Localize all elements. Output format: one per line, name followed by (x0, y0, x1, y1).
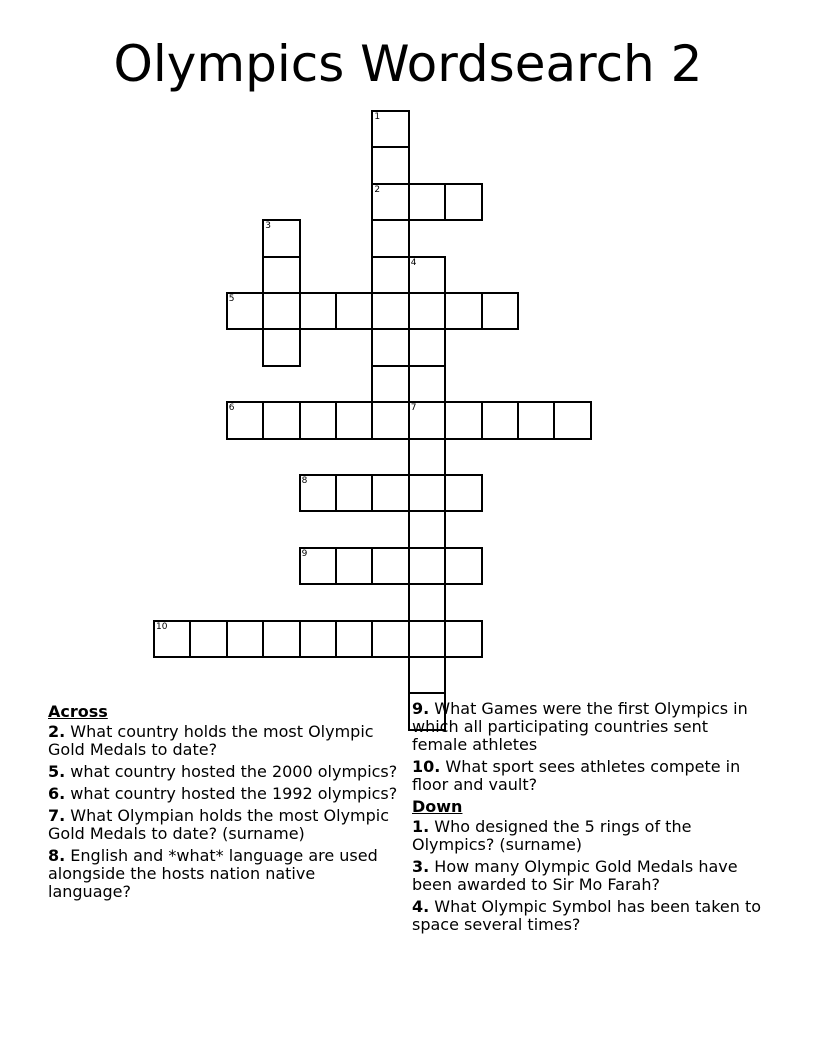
grid-cell[interactable] (408, 656, 446, 694)
grid-cell[interactable] (262, 401, 300, 439)
grid-cell[interactable] (371, 620, 409, 658)
grid-cell[interactable] (444, 292, 482, 330)
grid-cell[interactable] (444, 547, 482, 585)
grid-cell[interactable] (371, 146, 409, 184)
clue-number-label: 3 (265, 221, 271, 232)
grid-cell[interactable] (335, 620, 373, 658)
grid-cell[interactable] (299, 474, 337, 512)
clue-across-8 (48, 847, 398, 901)
grid-cell[interactable] (371, 328, 409, 366)
clue-text: English and *what* language are used alongside the hosts nation native language? (48, 846, 378, 901)
clue-number-label: 2 (374, 184, 381, 195)
grid-cell[interactable] (408, 620, 446, 658)
clue-number-label: 1 (374, 112, 381, 122)
grid-cell[interactable] (299, 620, 337, 658)
clues-left-column (48, 700, 398, 905)
grid-cell[interactable] (444, 401, 482, 439)
clue-number-label: 6 (228, 403, 235, 414)
clue-text: what country hosted the 1992 olympics? (65, 784, 398, 803)
grid-cell[interactable] (262, 620, 300, 658)
clue-number-label: 5 (228, 294, 235, 304)
grid-cell[interactable] (408, 474, 446, 512)
clue-number: 6. (48, 784, 66, 803)
clue-text: what country hosted the 2000 olympics? (65, 762, 398, 781)
grid-cell[interactable] (408, 183, 446, 221)
grid-cell[interactable] (408, 583, 446, 621)
grid-cell[interactable] (481, 401, 519, 439)
grid-cell[interactable] (262, 256, 300, 294)
grid-cell[interactable] (262, 328, 300, 366)
grid-cell[interactable] (371, 401, 409, 439)
grid-cell[interactable] (408, 438, 446, 476)
grid-cell[interactable] (517, 401, 555, 439)
grid-cell[interactable] (189, 620, 227, 658)
grid-cell[interactable] (299, 401, 337, 439)
grid-cell[interactable] (371, 292, 409, 330)
grid-cell[interactable] (408, 401, 446, 439)
grid-cell[interactable] (371, 547, 409, 585)
grid-cell[interactable] (335, 292, 373, 330)
clue-number: 7. (48, 806, 66, 825)
clue-number: 2. (48, 722, 66, 741)
grid-cell[interactable] (444, 474, 482, 512)
grid-cell[interactable] (481, 292, 519, 330)
clue-text: What Olympic Symbol has been taken to space several times? (412, 897, 762, 934)
grid-cell[interactable] (335, 401, 373, 439)
page-title: Olympics Wordsearch 2 (113, 35, 703, 93)
grid-cell[interactable] (335, 474, 373, 512)
grid-cell[interactable] (262, 219, 300, 257)
grid-cell[interactable] (299, 292, 337, 330)
grid-cell[interactable] (553, 401, 591, 439)
clue-across-5 (48, 763, 398, 781)
grid-cell[interactable] (371, 474, 409, 512)
grid-cell[interactable] (371, 256, 409, 294)
clue-number: 5. (48, 762, 66, 781)
grid-cell[interactable] (408, 256, 446, 294)
grid-cell[interactable] (408, 292, 446, 330)
clue-number-label: 4 (410, 257, 417, 268)
across-heading: Across (48, 702, 108, 721)
clue-number: 3. (412, 857, 430, 876)
grid-cell[interactable] (262, 292, 300, 330)
clue-number: 9. (412, 699, 430, 718)
clue-number: 1. (412, 817, 430, 836)
grid-cell[interactable] (408, 547, 446, 585)
grid-cell[interactable] (335, 547, 373, 585)
clue-across-2 (48, 723, 398, 759)
clue-number-label: 7 (410, 403, 417, 414)
clue-across-10 (412, 758, 762, 794)
clue-down-3 (412, 858, 762, 894)
clue-text: What Olympian holds the most Olympic Gold Medals to date? (surname) (48, 806, 390, 843)
clue-across-6 (48, 785, 398, 803)
clue-text: What sport sees athletes compete in floor and vault? (412, 757, 741, 794)
grid-cell[interactable] (226, 620, 264, 658)
grid-cell[interactable] (371, 110, 409, 148)
grid-cell[interactable] (444, 620, 482, 658)
grid-cell[interactable] (153, 620, 191, 658)
grid-cell[interactable] (226, 292, 264, 330)
grid-cell[interactable] (444, 183, 482, 221)
clue-number-label: 8 (301, 476, 308, 486)
clue-text: What Games were the first Olympics in which all participating countries sent female athletes (412, 699, 748, 754)
clue-down-1 (412, 818, 762, 854)
grid-cell[interactable] (371, 365, 409, 403)
clue-text: What country holds the most Olympic Gold Medals to date? (48, 722, 374, 759)
clue-text: Who designed the 5 rings of the Olympics? (surname) (412, 817, 692, 854)
clue-across-9 (412, 700, 762, 754)
clue-across-7 (48, 807, 398, 843)
grid-cell[interactable] (371, 183, 409, 221)
clue-number: 4. (412, 897, 430, 916)
clue-number: 10. (412, 757, 441, 776)
grid-cell[interactable] (226, 401, 264, 439)
down-heading: Down (412, 797, 463, 816)
clue-number-label: 10 (156, 621, 168, 632)
grid-cell[interactable] (408, 510, 446, 548)
grid-cell[interactable] (299, 547, 337, 585)
clue-text: How many Olympic Gold Medals have been awarded to Sir Mo Farah? (412, 857, 738, 894)
clue-number-label: 9 (301, 548, 308, 559)
grid-cell[interactable] (408, 328, 446, 366)
clues-right-column (412, 700, 762, 938)
clue-down-4 (412, 898, 762, 934)
grid-cell[interactable] (371, 219, 409, 257)
grid-cell[interactable] (408, 365, 446, 403)
clue-number: 8. (48, 846, 66, 865)
